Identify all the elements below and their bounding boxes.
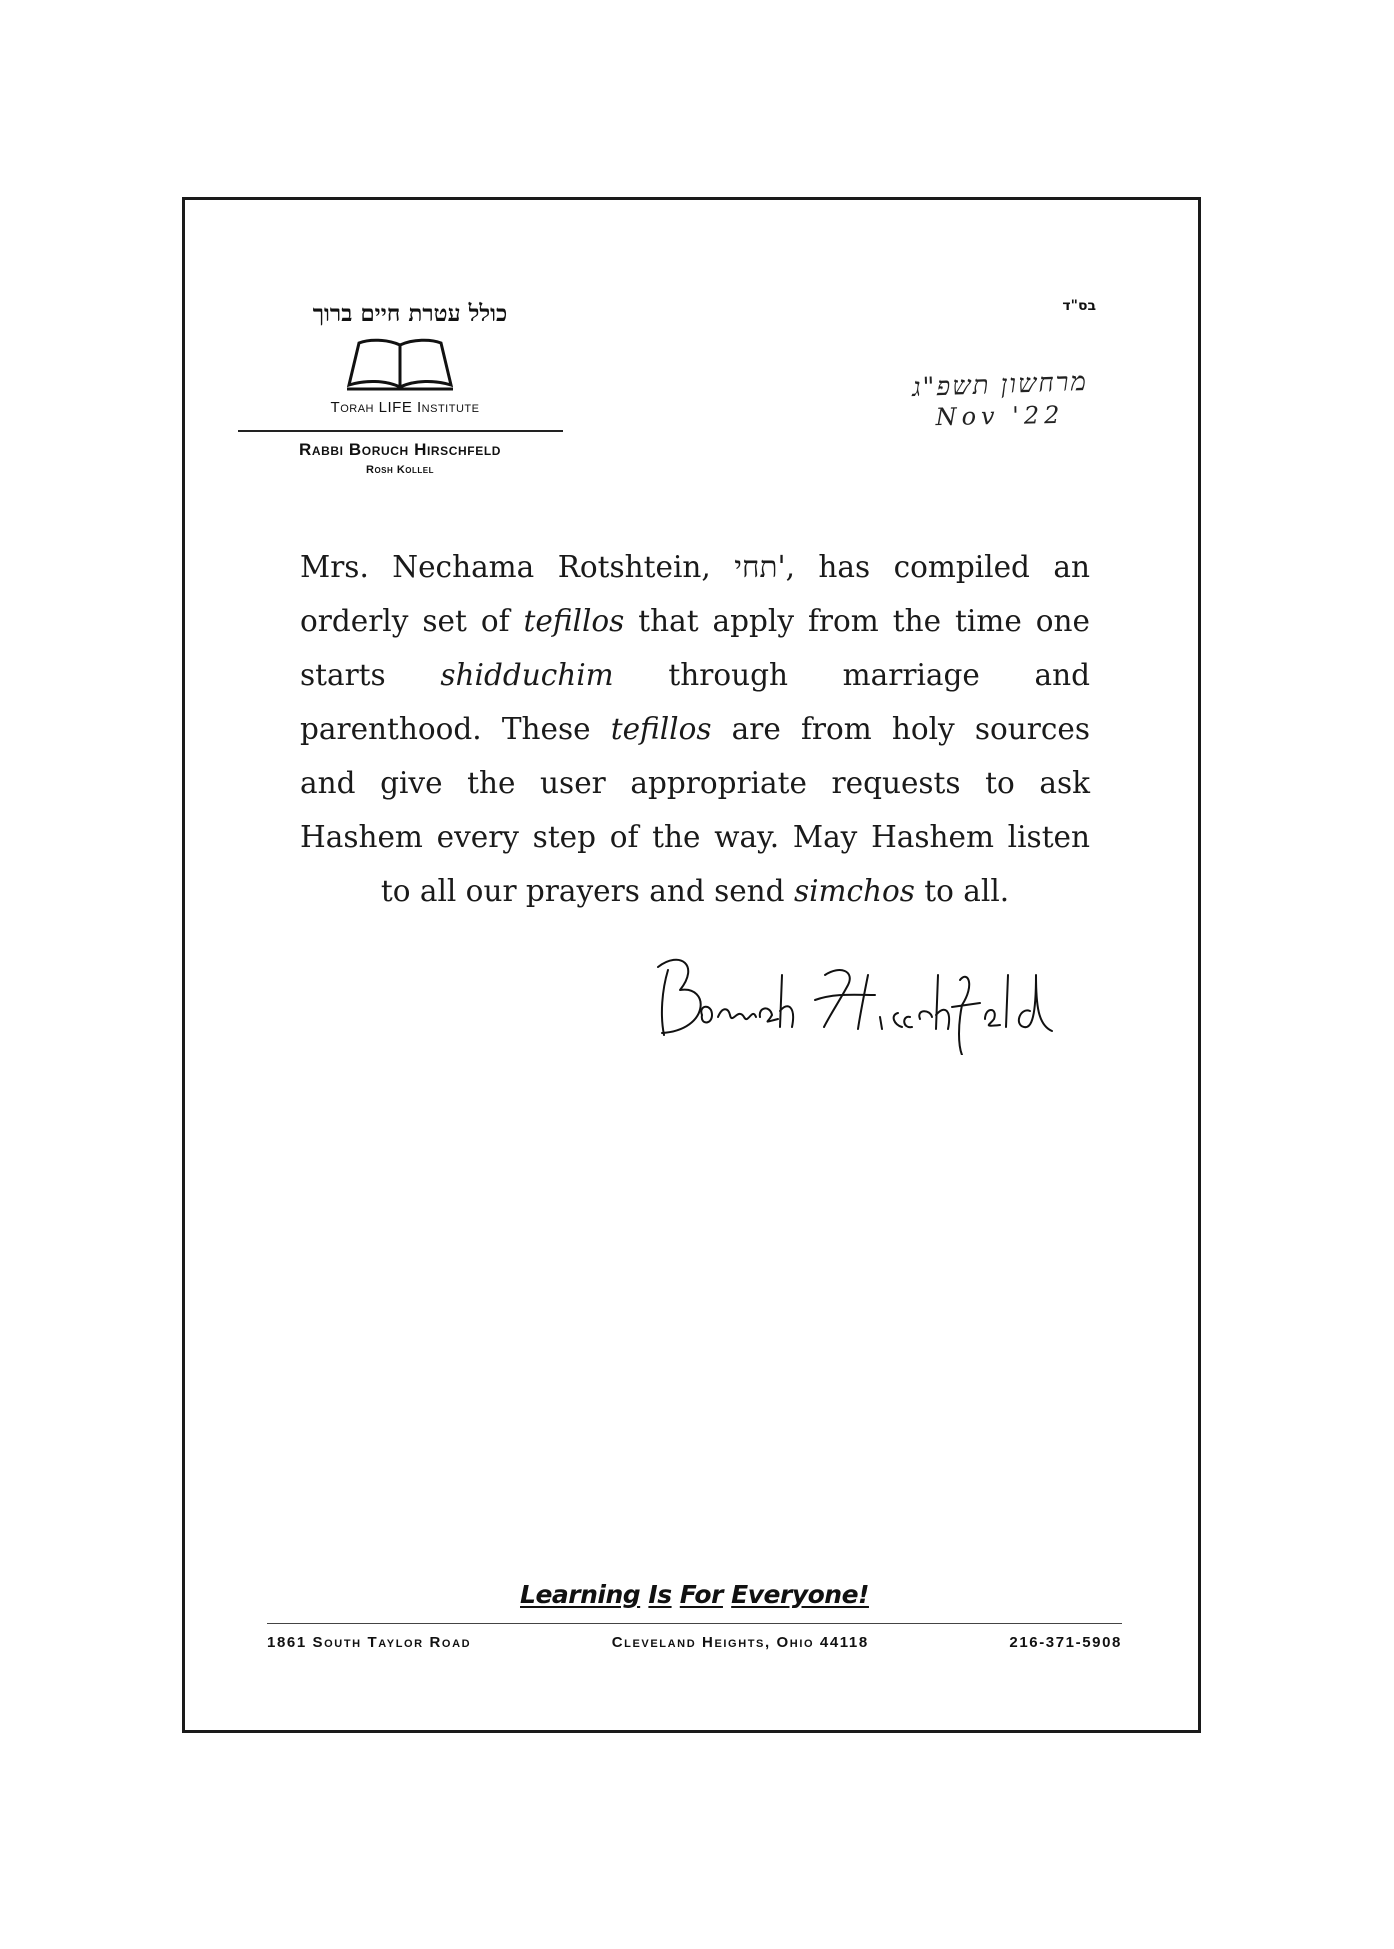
slogan-word: Everyone! (731, 1580, 869, 1609)
italic-term: tefillos (610, 712, 712, 746)
italic-term: tefillos (523, 604, 625, 638)
letter-page (182, 197, 1201, 1733)
footer-contact (267, 1634, 1122, 1651)
slogan-word: Is (648, 1580, 672, 1609)
kollel-hebrew-name: כולל עטרת חיים ברוך (312, 300, 508, 327)
handwritten-signature (640, 945, 1070, 1055)
footer-phone: 216-371-5908 (1009, 1634, 1122, 1651)
slogan-word: Learning (520, 1580, 641, 1609)
slogan-word: For (679, 1580, 723, 1609)
body-text-segment: are from holy sources and give the user appropriate requests to ask Hashem every step of the way. May Hashem listen to all our prayers and send (300, 712, 1090, 908)
italic-term: simchos (793, 874, 915, 908)
rabbi-name: Rabbi Boruch Hirschfeld (298, 440, 502, 459)
institute-name: Torah LIFE Institute (330, 399, 480, 416)
footer-divider (267, 1623, 1122, 1624)
letter-footer (267, 1580, 1122, 1651)
body-text-segment: through marriage and parenthood. These (300, 658, 1090, 746)
footer-city: Cleveland Heights, Ohio 44118 (611, 1634, 869, 1651)
hebrew-honorific: תחי' (734, 550, 786, 584)
gregorian-date: Nov '22 (935, 400, 1065, 432)
footer-address: 1861 South Taylor Road (267, 1634, 472, 1651)
handwritten-date (911, 366, 1089, 432)
body-text-segment: Mrs. Nechama Rotshtein, (300, 550, 735, 584)
hebrew-date: מרחשון תשפ"ג (911, 366, 1089, 404)
rabbi-title: Rosh Kollel (366, 464, 434, 476)
italic-term: shidduchim (440, 658, 614, 692)
letter-body (300, 540, 1090, 918)
body-text-segment: , has compiled an orderly set of (300, 550, 1090, 638)
bsd-mark: בס"ד (1062, 298, 1096, 314)
slogan (267, 1580, 1122, 1609)
body-text-segment: that apply from the time one starts (300, 604, 1090, 692)
body-text-segment: to all. (914, 874, 1010, 908)
open-book-icon (345, 333, 455, 395)
header-divider (238, 430, 563, 432)
letterhead-logo (235, 295, 565, 476)
